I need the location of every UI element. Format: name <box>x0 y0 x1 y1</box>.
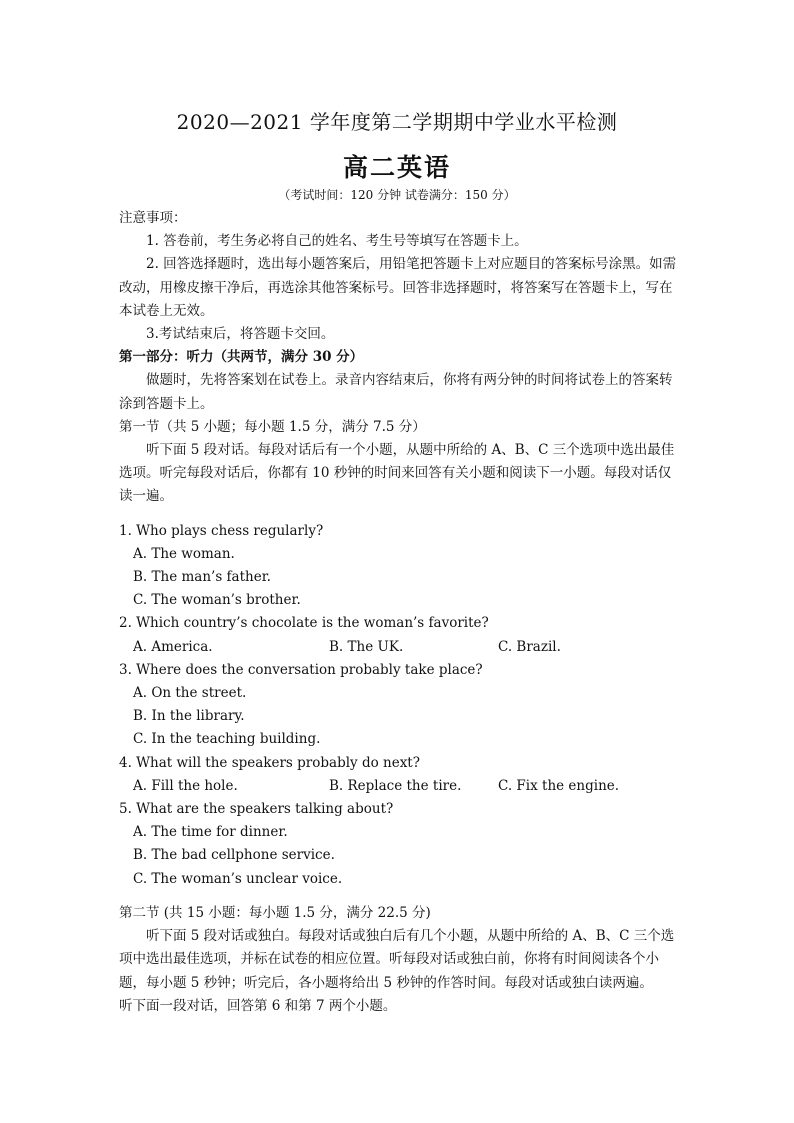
question-2-option-c: C. Brazil. <box>498 638 561 655</box>
section2-intro: 听下面 5 段对话或独白。每段对话或独白后有几个小题，从题中所给的 A、B、C 三个选项中选出最佳选项，并标在试卷的相应位置。听每段对话或独白前，你将有时间阅读各个小题，每小题 5 秒钟；听完后，各小题将给出 5 秒钟的作答时间。每段对话或独白读两遍。 <box>119 928 675 991</box>
question-3-option-b: B. In the library. <box>133 708 245 725</box>
section1-heading: 第一节（共 5 小题；每小题 1.5 分，满分 7.5 分） <box>119 418 426 435</box>
notice-item-3: 3.考试结束后，将答题卡交回。 <box>146 326 335 343</box>
question-1-option-a: A. The woman. <box>133 545 235 562</box>
question-1: 1. Who plays chess regularly? <box>119 522 324 539</box>
exam-info: （考试时间：120 分钟 试卷满分：150 分） <box>278 188 516 202</box>
question-5-option-b: B. The bad cellphone service. <box>133 847 335 864</box>
question-1-option-b: B. The man’s father. <box>133 569 271 586</box>
notice-heading: 注意事项： <box>119 210 187 226</box>
question-2-options <box>119 636 679 659</box>
notice-item-2: 2. 回答选择题时，选出每小题答案后，用铅笔把答题卡上对应题目的答案标号涂黑。如需改动，用橡皮擦干净后，再选涂其他答案标号。回答非选择题时，将答案写在答题卡上，写在本试卷上无效。 <box>119 256 677 319</box>
question-5-option-a: A. The time for dinner. <box>133 824 288 841</box>
question-2-option-b: B. The UK. <box>329 638 404 655</box>
section2-heading: 第二节 (共 15 小题：每小题 1.5 分，满分 22.5 分) <box>119 904 431 921</box>
question-5: 5. What are the speakers talking about? <box>119 801 394 818</box>
question-3-option-c: C. In the teaching building. <box>133 731 321 748</box>
question-4-option-a: A. Fill the hole. <box>133 777 238 794</box>
question-2: 2. Which country’s chocolate is the woman’s favorite? <box>119 615 489 632</box>
question-2-option-a: A. America. <box>133 638 213 655</box>
exam-body <box>119 207 679 1018</box>
notice-item-1: 1. 答卷前，考生务必将自己的姓名、考生号等填写在答题卡上。 <box>146 233 528 250</box>
section2-next-instruction: 听下面一段对话，回答第 6 和第 7 两个小题。 <box>119 997 397 1014</box>
question-1-option-c: C. The woman’s brother. <box>133 592 301 609</box>
question-4-option-b: B. Replace the tire. <box>329 777 462 794</box>
part1-heading: 第一部分：听力（共两节，满分 30 分） <box>119 349 364 366</box>
part1-intro: 做题时，先将答案划在试卷上。录音内容结束后，你将有两分钟的时间将试卷上的答案转涂到答题卡上。 <box>119 372 673 412</box>
question-5-option-c: C. The woman’s unclear voice. <box>133 870 343 887</box>
question-4-options <box>119 775 679 798</box>
question-3-option-a: A. On the street. <box>133 685 247 702</box>
subject-title: 高二英语 <box>342 153 451 182</box>
section1-intro: 听下面 5 段对话。每段对话后有一个小题，从题中所给的 A、B、C 三个选项中选出最佳选项。听完每段对话后，你都有 10 秒钟的时间来回答有关小题和阅读下一小题。每段对话仅读一遍。 <box>119 442 675 505</box>
question-4: 4. What will the speakers probably do next? <box>119 754 420 771</box>
exam-title: 2020—2021 学年度第二学期期中学业水平检测 <box>176 110 618 134</box>
question-3: 3. Where does the conversation probably take place? <box>119 661 483 678</box>
question-4-option-c: C. Fix the engine. <box>498 777 620 794</box>
